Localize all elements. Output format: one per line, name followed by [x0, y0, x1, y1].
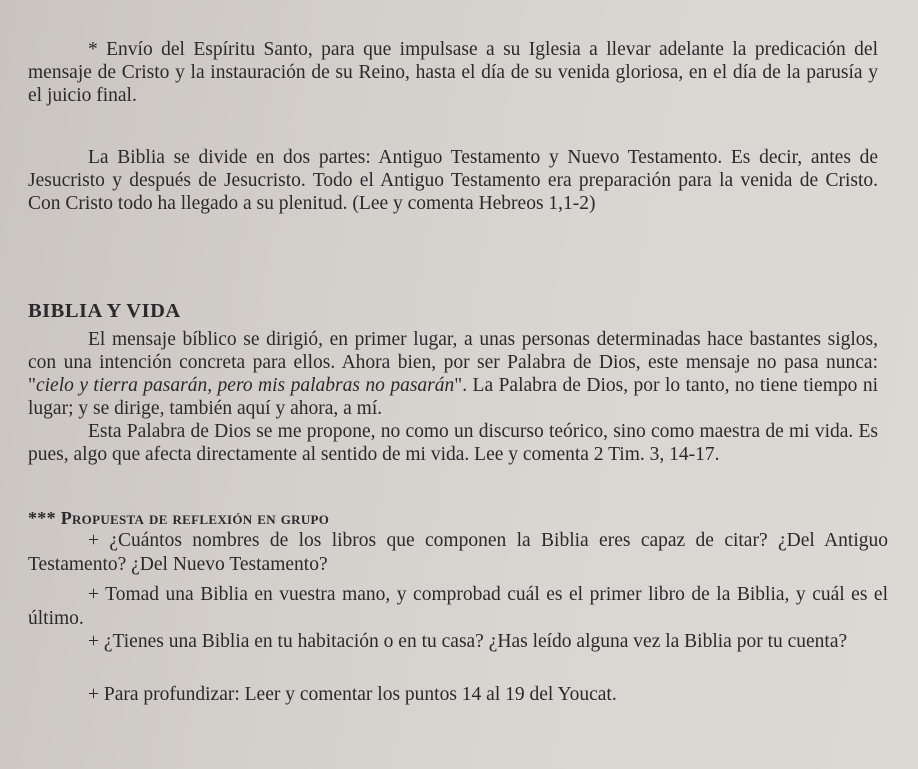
- paragraph-bible-division: La Biblia se divide en dos partes: Antiguo Testamento y Nuevo Testamento. Es decir, antes de Jesucristo y después de Jesucristo. Todo el Antiguo Testamento era preparación para la venida de Cristo. Con Cristo todo ha llegado a su plenitud. (Lee y comenta Hebreos 1,1-2): [28, 147, 878, 214]
- reflection-item: + ¿Cuántos nombres de los libros que componen la Biblia eres capaz de citar? ¿Del Antiguo Testamento? ¿Del Nuevo Testamento?: [28, 530, 888, 575]
- reflection-item: + ¿Tienes una Biblia en tu habitación o en tu casa? ¿Has leído alguna vez la Biblia por tu cuenta?: [88, 631, 848, 652]
- p3-before: El mensaje bíblico se dirigió, en primer lugar, a unas personas determinadas hace bastantes siglos, con una intención concreta para ellos. Ahora bien, por ser Palabra de Dios, este mensaje no pasa nunca: ": [28, 329, 878, 396]
- paragraph-word-of-god: Esta Palabra de Dios se me propone, no como un discurso teórico, sino como maestra de mi vida. Es pues, algo que afecta directamente al sentido de mi vida. Lee y comenta 2 Tim. 3, 14-17.: [28, 421, 878, 465]
- paragraph-biblical-message: [28, 328, 878, 420]
- reflection-item: + Tomad una Biblia en vuestra mano, y comprobad cuál es el primer libro de la Biblia, y cuál es el último.: [28, 584, 888, 629]
- paragraph-holy-spirit: * Envío del Espíritu Santo, para que impulsase a su Iglesia a llevar adelante la predicación del mensaje de Cristo y la instauración de su Reino, hasta el día de su venida gloriosa, en el día de la parusía y el juicio final.: [28, 39, 878, 106]
- p3-after: ". La Palabra de Dios, por lo tanto, no tiene tiempo ni lugar; y se dirige, también aquí y ahora, a mí.: [28, 375, 878, 419]
- reflection-item: + Para profundizar: Leer y comentar los puntos 14 al 19 del Youcat.: [88, 684, 617, 705]
- section-heading-biblia-y-vida: BIBLIA Y VIDA: [28, 300, 181, 322]
- p3-quote: cielo y tierra pasarán, pero mis palabras no pasarán: [35, 375, 455, 396]
- group-reflection-heading: *** Propuesta de reflexión en grupo: [28, 508, 330, 528]
